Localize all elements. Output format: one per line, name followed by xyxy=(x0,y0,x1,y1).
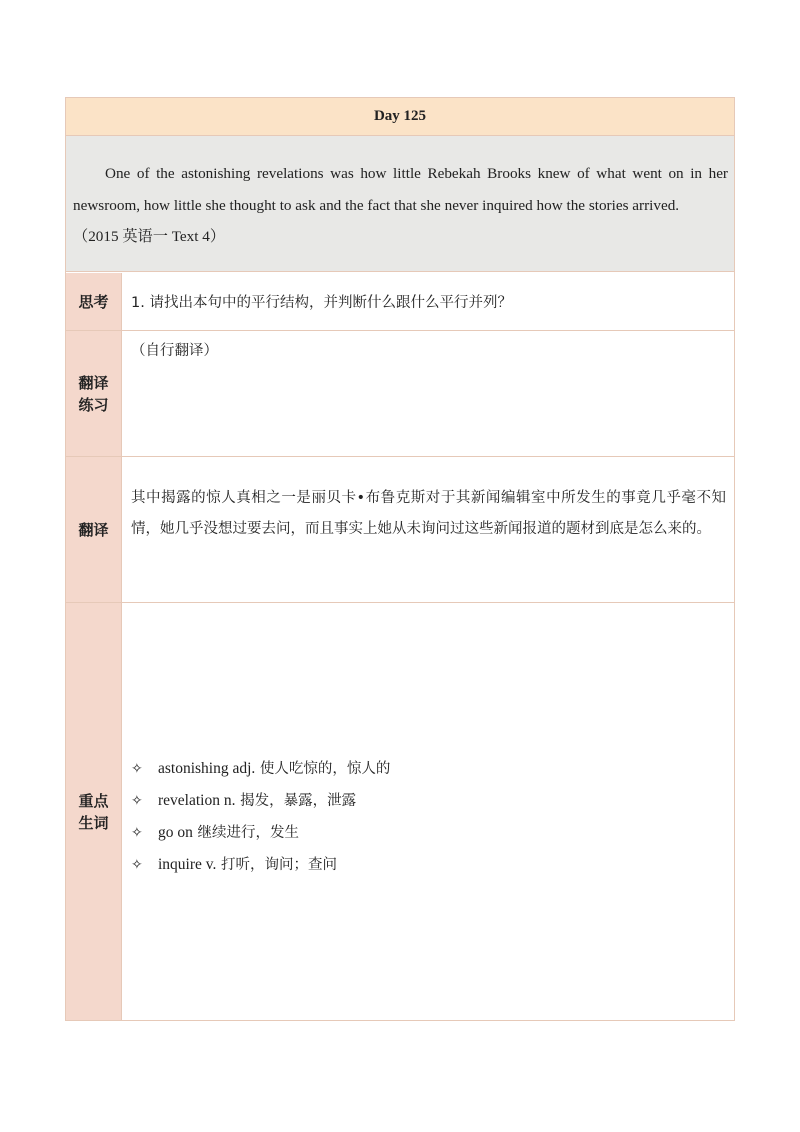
vocab-meaning: 使人吃惊的，惊人的 xyxy=(259,761,391,777)
vocab-meaning: 继续进行，发生 xyxy=(197,825,299,841)
vocab-word: revelation n. xyxy=(158,792,236,809)
vocab-item xyxy=(131,817,390,849)
passage-section xyxy=(66,136,734,272)
vocab-label-line2: 生词 xyxy=(78,813,109,832)
practice-answer-area[interactable] xyxy=(122,339,734,360)
vocab-label xyxy=(66,603,122,1020)
translation-label: 翻译 xyxy=(66,457,122,602)
star-bullet-icon: ✧ xyxy=(131,857,143,873)
think-question-text: 1. 请找出本句中的平行结构，并判断什么跟什么平行并列？ xyxy=(131,295,512,311)
practice-row xyxy=(66,331,734,457)
vocab-meaning: 打听，询问；查问 xyxy=(221,857,338,873)
vocab-word: go on xyxy=(158,824,193,841)
star-bullet-icon: ✧ xyxy=(131,793,143,809)
vocab-item xyxy=(131,753,390,785)
vocab-row xyxy=(66,603,734,1022)
day-title: Day 125 xyxy=(66,98,734,136)
translation-text: 其中揭露的惊人真相之一是丽贝卡•布鲁克斯对于其新闻编辑室中所发生的事竟几乎毫不知情，她几乎没想过要去问，而且事实上她从未询问过这些新闻报道的题材到底是怎么来的。 xyxy=(131,490,726,537)
think-question xyxy=(122,273,734,330)
vocab-item xyxy=(131,785,390,817)
practice-placeholder: （自行翻译） xyxy=(131,343,218,359)
vocab-item xyxy=(131,849,390,881)
vocab-word: astonishing adj. xyxy=(158,760,256,777)
vocab-cell xyxy=(122,603,734,1020)
think-label: 思考 xyxy=(66,273,122,330)
vocab-list xyxy=(131,753,390,881)
passage-source: （2015 英语一 Text 4） xyxy=(73,228,226,245)
passage-text: One of the astonishing revelations was how little Rebekah Brooks knew of what went on in her newsroom, how little she thought to ask and the fact that she never inquired how the stories arrived. xyxy=(73,165,728,214)
translation-row xyxy=(66,457,734,603)
vocab-label-line1: 重点 xyxy=(78,791,109,810)
practice-label-line2: 练习 xyxy=(78,395,109,414)
practice-label-line1: 翻译 xyxy=(78,373,109,392)
study-table xyxy=(65,97,735,1021)
star-bullet-icon: ✧ xyxy=(131,825,143,841)
vocab-meaning: 揭发，暴露，泄露 xyxy=(240,793,357,809)
star-bullet-icon: ✧ xyxy=(131,761,143,777)
vocab-word: inquire v. xyxy=(158,856,217,873)
think-row xyxy=(66,273,734,331)
practice-label xyxy=(66,331,122,456)
